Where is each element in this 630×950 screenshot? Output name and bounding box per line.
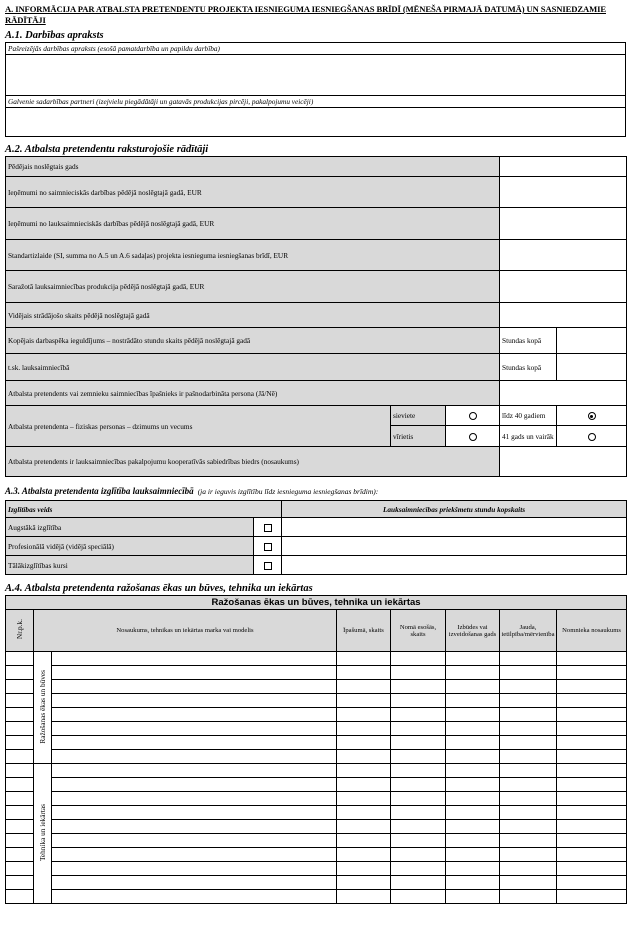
row-number-cell[interactable] <box>6 806 34 820</box>
table-row <box>6 890 627 904</box>
table-row <box>6 750 627 764</box>
checkbox-icon[interactable] <box>264 524 272 532</box>
owned-cell[interactable] <box>337 652 391 666</box>
rented-cell[interactable] <box>391 694 446 708</box>
rented-cell[interactable] <box>391 778 446 792</box>
power-cell[interactable] <box>500 680 557 694</box>
row-number-cell[interactable] <box>6 666 34 680</box>
self-employed-label: Atbalsta pretendents vai zemnieku saimniecības īpašnieks ir pašnodarbināta persona (Jā/Nē) <box>6 381 500 406</box>
year-cell[interactable] <box>446 722 500 736</box>
row-number-cell[interactable] <box>6 764 34 778</box>
lessor-cell[interactable] <box>557 806 627 820</box>
table-row <box>6 666 627 680</box>
power-cell[interactable] <box>500 876 557 890</box>
row-number-cell[interactable] <box>6 736 34 750</box>
row-number-cell[interactable] <box>6 792 34 806</box>
rented-cell[interactable] <box>391 708 446 722</box>
section-a4-heading: A.4. Atbalsta pretendenta ražošanas ēkas un būves, tehnika un iekārtas <box>5 583 313 594</box>
power-cell[interactable] <box>500 736 557 750</box>
table-row <box>6 764 627 778</box>
age-old-option[interactable] <box>557 426 627 447</box>
row-number-cell[interactable] <box>6 820 34 834</box>
edu-hours-input[interactable] <box>282 537 627 556</box>
year-cell[interactable] <box>446 764 500 778</box>
year-cell[interactable] <box>446 750 500 764</box>
lessor-cell[interactable] <box>557 820 627 834</box>
owned-cell[interactable] <box>337 806 391 820</box>
year-cell[interactable] <box>446 820 500 834</box>
a2-row-label: Pēdējais noslēgtais gads <box>6 157 500 177</box>
rented-cell[interactable] <box>391 750 446 764</box>
name-cell[interactable] <box>52 834 337 848</box>
name-cell[interactable] <box>52 876 337 890</box>
age-young-label: līdz 40 gadiem <box>500 406 557 426</box>
row-number-cell[interactable] <box>6 890 34 904</box>
owned-header: Īpašumā, skaits <box>337 610 391 652</box>
year-cell[interactable] <box>446 848 500 862</box>
current-activity-input[interactable] <box>6 55 626 96</box>
machinery-group-label: Tehnika un iekārtas <box>34 764 52 904</box>
row-number-cell[interactable] <box>6 694 34 708</box>
edu-hours-input[interactable] <box>282 556 627 575</box>
lessor-cell[interactable] <box>557 652 627 666</box>
rented-cell[interactable] <box>391 652 446 666</box>
edu-row-label: Tālākizglītības kursi <box>6 556 254 575</box>
name-cell[interactable] <box>52 820 337 834</box>
row-number-cell[interactable] <box>6 750 34 764</box>
lessor-cell[interactable] <box>557 694 627 708</box>
lessor-header: Nomnieka nosaukums <box>557 610 627 652</box>
radio-icon[interactable] <box>469 433 477 441</box>
a2-row-input[interactable] <box>500 240 627 271</box>
power-cell[interactable] <box>500 862 557 876</box>
nr-header: Nr.p.k. <box>6 610 34 652</box>
section-a1-heading: A.1. Darbības apraksts <box>5 30 104 41</box>
coop-member-label: Atbalsta pretendents ir lauksaimniecības pakalpojumu kooperatīvās sabiedrības biedrs (nosaukums) <box>6 447 500 477</box>
year-cell[interactable] <box>446 792 500 806</box>
rented-cell[interactable] <box>391 862 446 876</box>
rented-cell[interactable] <box>391 680 446 694</box>
name-cell[interactable] <box>52 764 337 778</box>
lessor-cell[interactable] <box>557 862 627 876</box>
table-row <box>6 736 627 750</box>
checkbox-icon[interactable] <box>264 562 272 570</box>
power-cell[interactable] <box>500 666 557 680</box>
table-row <box>6 792 627 806</box>
hours-total-label: Stundas kopā <box>500 354 557 381</box>
lessor-cell[interactable] <box>557 750 627 764</box>
power-header: Jauda, ietilpība/mērvienība <box>500 610 557 652</box>
section-a2-heading: A.2. Atbalsta pretendentu raksturojošie rādītāji <box>5 144 209 155</box>
owned-cell[interactable] <box>337 680 391 694</box>
section-a3-title <box>5 484 626 498</box>
hours-total-label: Stundas kopā <box>500 328 557 354</box>
power-cell[interactable] <box>500 764 557 778</box>
buildings-group-label: Ražošanas ēkas un būves <box>34 652 52 764</box>
lessor-cell[interactable] <box>557 778 627 792</box>
name-cell[interactable] <box>52 722 337 736</box>
age-old-label: 41 gads un vairāk <box>500 426 557 447</box>
lessor-cell[interactable] <box>557 736 627 750</box>
lessor-cell[interactable] <box>557 834 627 848</box>
checkbox-icon[interactable] <box>264 543 272 551</box>
radio-icon[interactable] <box>588 433 596 441</box>
table-row <box>6 806 627 820</box>
power-cell[interactable] <box>500 722 557 736</box>
year-cell[interactable] <box>446 736 500 750</box>
a2-row-label: Saražotā lauksaimniecības produkcija pēdējā noslēgtajā gadā, EUR <box>6 271 500 303</box>
name-cell[interactable] <box>52 708 337 722</box>
power-cell[interactable] <box>500 778 557 792</box>
lessor-cell[interactable] <box>557 764 627 778</box>
rented-cell[interactable] <box>391 792 446 806</box>
owned-cell[interactable] <box>337 834 391 848</box>
power-cell[interactable] <box>500 708 557 722</box>
a2-row-label: Standartizlaide (SI, summa no A.5 un A.6 sadaļas) projekta iesnieguma iesniegšanas brīdī, EUR <box>6 240 500 271</box>
section-a3-heading: A.3. Atbalsta pretendenta izglītība lauksaimniecībā <box>5 486 194 496</box>
owned-cell[interactable] <box>337 890 391 904</box>
name-cell[interactable] <box>52 806 337 820</box>
power-cell[interactable] <box>500 806 557 820</box>
page-title: A. INFORMĀCIJA PAR ATBALSTA PRETENDENTU PROJEKTA IESNIEGUMA IESNIEGŠANAS BRĪDĪ (MĒNEŠA PIRMAJĀ DATUMĀ) UN SASNIEDZAMIE RĀDĪTĀJI <box>5 4 606 25</box>
radio-icon[interactable] <box>469 412 477 420</box>
radio-icon[interactable] <box>588 412 596 420</box>
owned-cell[interactable] <box>337 722 391 736</box>
row-number-cell[interactable] <box>6 652 34 666</box>
year-cell[interactable] <box>446 652 500 666</box>
owned-cell[interactable] <box>337 694 391 708</box>
owned-cell[interactable] <box>337 750 391 764</box>
power-cell[interactable] <box>500 820 557 834</box>
owned-cell[interactable] <box>337 876 391 890</box>
owned-cell[interactable] <box>337 820 391 834</box>
power-cell[interactable] <box>500 890 557 904</box>
name-cell[interactable] <box>52 862 337 876</box>
row-number-cell[interactable] <box>6 876 34 890</box>
table-row <box>6 862 627 876</box>
rented-cell[interactable] <box>391 834 446 848</box>
edu-row-checkbox[interactable] <box>254 537 282 556</box>
form-page <box>5 4 626 904</box>
name-cell[interactable] <box>52 666 337 680</box>
edu-row-label: Profesionālā vidējā (vidējā speciālā) <box>6 537 254 556</box>
row-number-cell[interactable] <box>6 848 34 862</box>
power-cell[interactable] <box>500 848 557 862</box>
name-cell[interactable] <box>52 848 337 862</box>
year-cell[interactable] <box>446 862 500 876</box>
name-cell[interactable] <box>52 694 337 708</box>
year-cell[interactable] <box>446 834 500 848</box>
lessor-cell[interactable] <box>557 722 627 736</box>
owned-cell[interactable] <box>337 778 391 792</box>
partners-input[interactable] <box>6 108 626 137</box>
lessor-cell[interactable] <box>557 848 627 862</box>
a2-row-input[interactable] <box>500 271 627 303</box>
a3-table <box>5 500 627 575</box>
owned-cell[interactable] <box>337 848 391 862</box>
owned-cell[interactable] <box>337 764 391 778</box>
edu-hours-header: Lauksaimniecības priekšmetu stundu kopskaits <box>282 501 627 518</box>
a2-table <box>5 156 627 477</box>
coop-member-input[interactable] <box>500 447 627 477</box>
table-row <box>6 848 627 862</box>
table-row <box>6 694 627 708</box>
male-label: vīrietis <box>391 426 446 447</box>
a4-table-title: Ražošanas ēkas un būves, tehnika un iekārtas <box>6 596 627 610</box>
rented-cell[interactable] <box>391 820 446 834</box>
owned-cell[interactable] <box>337 792 391 806</box>
year-cell[interactable] <box>446 680 500 694</box>
a2-row-label: Vidējais strādājošo skaits pēdējā noslēgtajā gadā <box>6 303 500 328</box>
row-number-cell[interactable] <box>6 680 34 694</box>
rented-cell[interactable] <box>391 876 446 890</box>
rented-cell[interactable] <box>391 890 446 904</box>
owned-cell[interactable] <box>337 708 391 722</box>
power-cell[interactable] <box>500 652 557 666</box>
row-number-cell[interactable] <box>6 834 34 848</box>
year-cell[interactable] <box>446 708 500 722</box>
power-cell[interactable] <box>500 694 557 708</box>
a1-table <box>5 42 626 137</box>
year-cell[interactable] <box>446 778 500 792</box>
a2-row-input[interactable] <box>500 177 627 208</box>
rented-cell[interactable] <box>391 666 446 680</box>
name-cell[interactable] <box>52 792 337 806</box>
self-employed-input[interactable] <box>500 381 627 406</box>
name-header: Nosaukums, tehnikas un iekārtas marka vai modelis <box>34 610 337 652</box>
edu-hours-input[interactable] <box>282 518 627 537</box>
lessor-cell[interactable] <box>557 890 627 904</box>
power-cell[interactable] <box>500 792 557 806</box>
name-cell[interactable] <box>52 736 337 750</box>
age-young-option[interactable] <box>557 406 627 426</box>
owned-cell[interactable] <box>337 862 391 876</box>
a2-row-input[interactable] <box>500 157 627 177</box>
male-option[interactable] <box>446 426 500 447</box>
a2-row-label: Ieņēmumi no lauksaimnieciskās darbības pēdējā noslēgtajā gadā, EUR <box>6 208 500 240</box>
row-number-cell[interactable] <box>6 862 34 876</box>
a4-table <box>5 595 627 904</box>
female-label: sieviete <box>391 406 446 426</box>
rented-cell[interactable] <box>391 722 446 736</box>
edu-row-label: Augstākā izglītība <box>6 518 254 537</box>
name-cell[interactable] <box>52 778 337 792</box>
year-cell[interactable] <box>446 876 500 890</box>
year-header: Izbūdes vai izveidošanas gads <box>446 610 500 652</box>
owned-cell[interactable] <box>337 666 391 680</box>
partners-label: Galvenie sadarbības partneri (izejvielu piegādātāji un gatavās produkcijas pircēji, pakalpojumu veicēji) <box>6 96 626 108</box>
lessor-cell[interactable] <box>557 680 627 694</box>
lessor-cell[interactable] <box>557 792 627 806</box>
lessor-cell[interactable] <box>557 708 627 722</box>
rented-cell[interactable] <box>391 806 446 820</box>
rented-header: Nomā esošās, skaits <box>391 610 446 652</box>
a2-row-input[interactable] <box>500 303 627 328</box>
rented-cell[interactable] <box>391 736 446 750</box>
section-a3-note: (ja ir ieguvis izglītību līdz iesnieguma iesniegšanas brīdim): <box>197 487 379 496</box>
table-row <box>6 652 627 666</box>
rented-cell[interactable] <box>391 764 446 778</box>
name-cell[interactable] <box>52 652 337 666</box>
owned-cell[interactable] <box>337 736 391 750</box>
edu-row-checkbox[interactable] <box>254 518 282 537</box>
year-cell[interactable] <box>446 806 500 820</box>
name-cell[interactable] <box>52 680 337 694</box>
row-number-cell[interactable] <box>6 708 34 722</box>
year-cell[interactable] <box>446 890 500 904</box>
row-number-cell[interactable] <box>6 722 34 736</box>
a2-row-input[interactable] <box>500 208 627 240</box>
current-activity-label: Pašreizējās darbības apraksts (esošā pamatdarbība un papildu darbība) <box>6 43 626 55</box>
table-row <box>6 680 627 694</box>
labor-hours-input[interactable] <box>557 328 627 354</box>
lessor-cell[interactable] <box>557 876 627 890</box>
female-option[interactable] <box>446 406 500 426</box>
table-row <box>6 820 627 834</box>
table-row <box>6 834 627 848</box>
lessor-cell[interactable] <box>557 666 627 680</box>
year-cell[interactable] <box>446 666 500 680</box>
a2-row-label: Ieņēmumi no saimnieciskās darbības pēdējā noslēgtajā gadā, EUR <box>6 177 500 208</box>
agri-hours-input[interactable] <box>557 354 627 381</box>
row-number-cell[interactable] <box>6 778 34 792</box>
name-cell[interactable] <box>52 890 337 904</box>
edu-row-checkbox[interactable] <box>254 556 282 575</box>
gender-age-label: Atbalsta pretendenta – fiziskas personas – dzimums un vecums <box>6 406 391 447</box>
agri-hours-label: t.sk. lauksaimniecībā <box>6 354 500 381</box>
name-cell[interactable] <box>52 750 337 764</box>
table-row <box>6 778 627 792</box>
power-cell[interactable] <box>500 750 557 764</box>
labor-hours-label: Kopējais darbaspēka ieguldījums – nostrādāto stundu skaits pēdējā noslēgtajā gadā <box>6 328 500 354</box>
power-cell[interactable] <box>500 834 557 848</box>
table-row <box>6 722 627 736</box>
rented-cell[interactable] <box>391 848 446 862</box>
table-row <box>6 708 627 722</box>
year-cell[interactable] <box>446 694 500 708</box>
table-row <box>6 876 627 890</box>
edu-type-header: Izglītības veids <box>6 501 282 518</box>
